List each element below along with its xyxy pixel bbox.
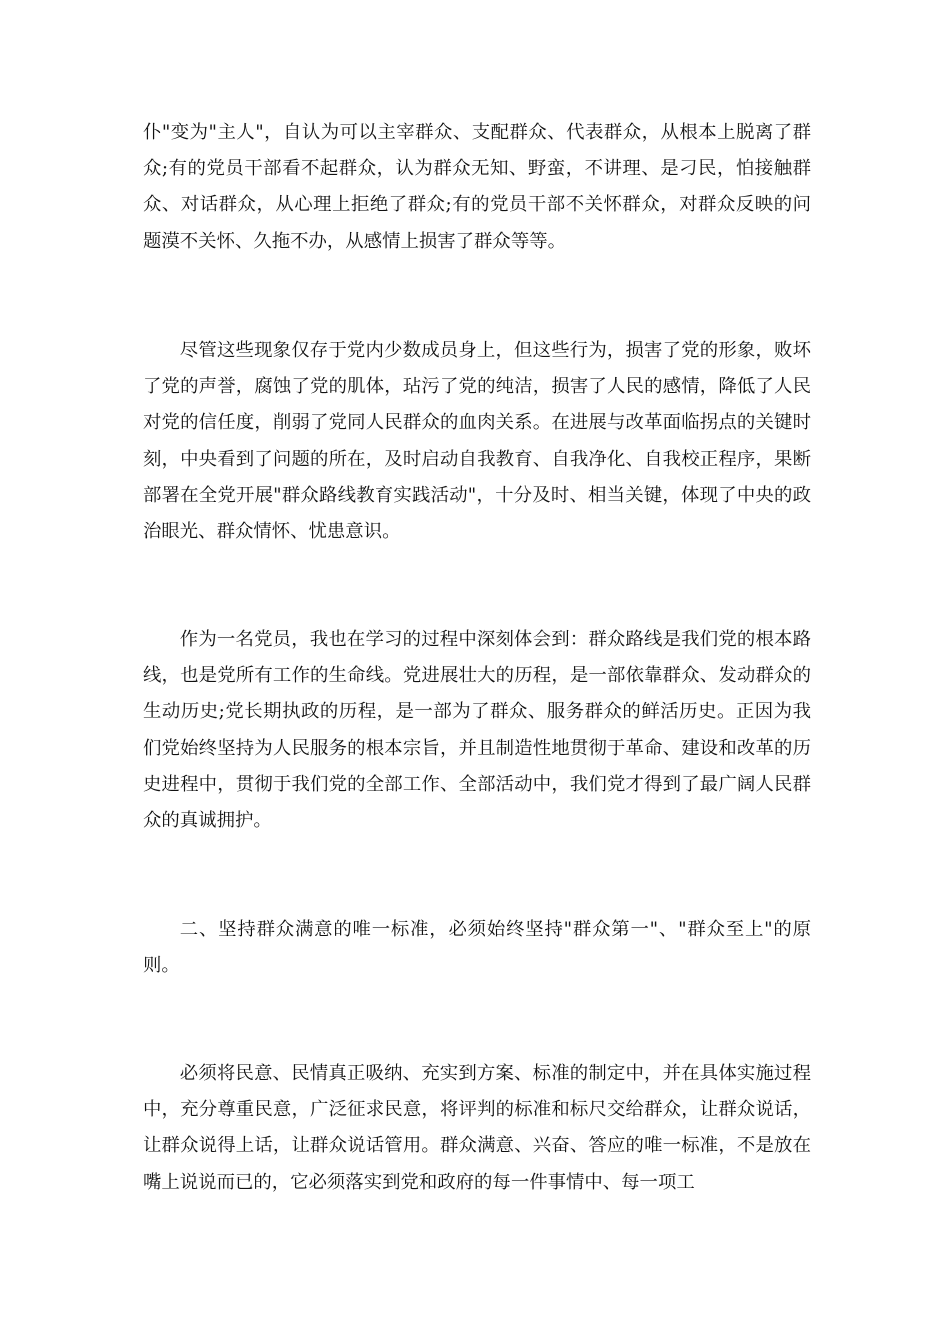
paragraph-2: 尽管这些现象仅存于党内少数成员身上，但这些行为，损害了党的形象，败坏了党的声誉，腐蚀了党的肌体，玷污了党的纯洁，损害了人民的感情，降低了人民对党的信任度，削弱了党同人民群众的血肉关系。在进展与改革面临拐点的关键时刻，中央看到了问题的所在，及时启动自我教育、自我净化、自我校正程序，果断部署在全党开展"群众路线教育实践活动"，十分及时、相当关键，体现了中央的政治眼光、群众情怀、忧患意识。 <box>143 340 811 543</box>
paragraph-continued: 仆"变为"主人"，自认为可以主宰群众、支配群众、代表群众，从根本上脱离了群众;有的党员干部看不起群众，认为群众无知、野蛮，不讲理、是刁民，怕接触群众、对话群众，从心理上拒绝了群众;有的党员干部不关怀群众，对群众反映的问题漠不关怀、久拖不办，从感情上损害了群众等等。 <box>143 122 811 252</box>
paragraph-5: 必须将民意、民情真正吸纳、充实到方案、标准的制定中，并在具体实施过程中，充分尊重民意，广泛征求民意，将评判的标准和标尺交给群众，让群众说话，让群众说得上话，让群众说话管用。群众满意、兴奋、答应的唯一标准，不是放在嘴上说说而已的，它必须落实到党和政府的每一件事情中、每一项工 <box>143 1063 811 1193</box>
paragraph-3: 作为一名党员，我也在学习的过程中深刻体会到：群众路线是我们党的根本路线，也是党所有工作的生命线。党进展壮大的历程，是一部依靠群众、发动群众的生动历史;党长期执政的历程，是一部为了群众、服务群众的鲜活历史。正因为我们党始终坚持为人民服务的根本宗旨，并且制造性地贯彻于革命、建设和改革的历史进程中，贯彻于我们党的全部工作、全部活动中，我们党才得到了最广阔人民群众的真诚拥护。 <box>143 629 811 832</box>
section-heading-2: 二、坚持群众满意的唯一标准，必须始终坚持"群众第一"、"群众至上"的原则。 <box>143 919 811 977</box>
